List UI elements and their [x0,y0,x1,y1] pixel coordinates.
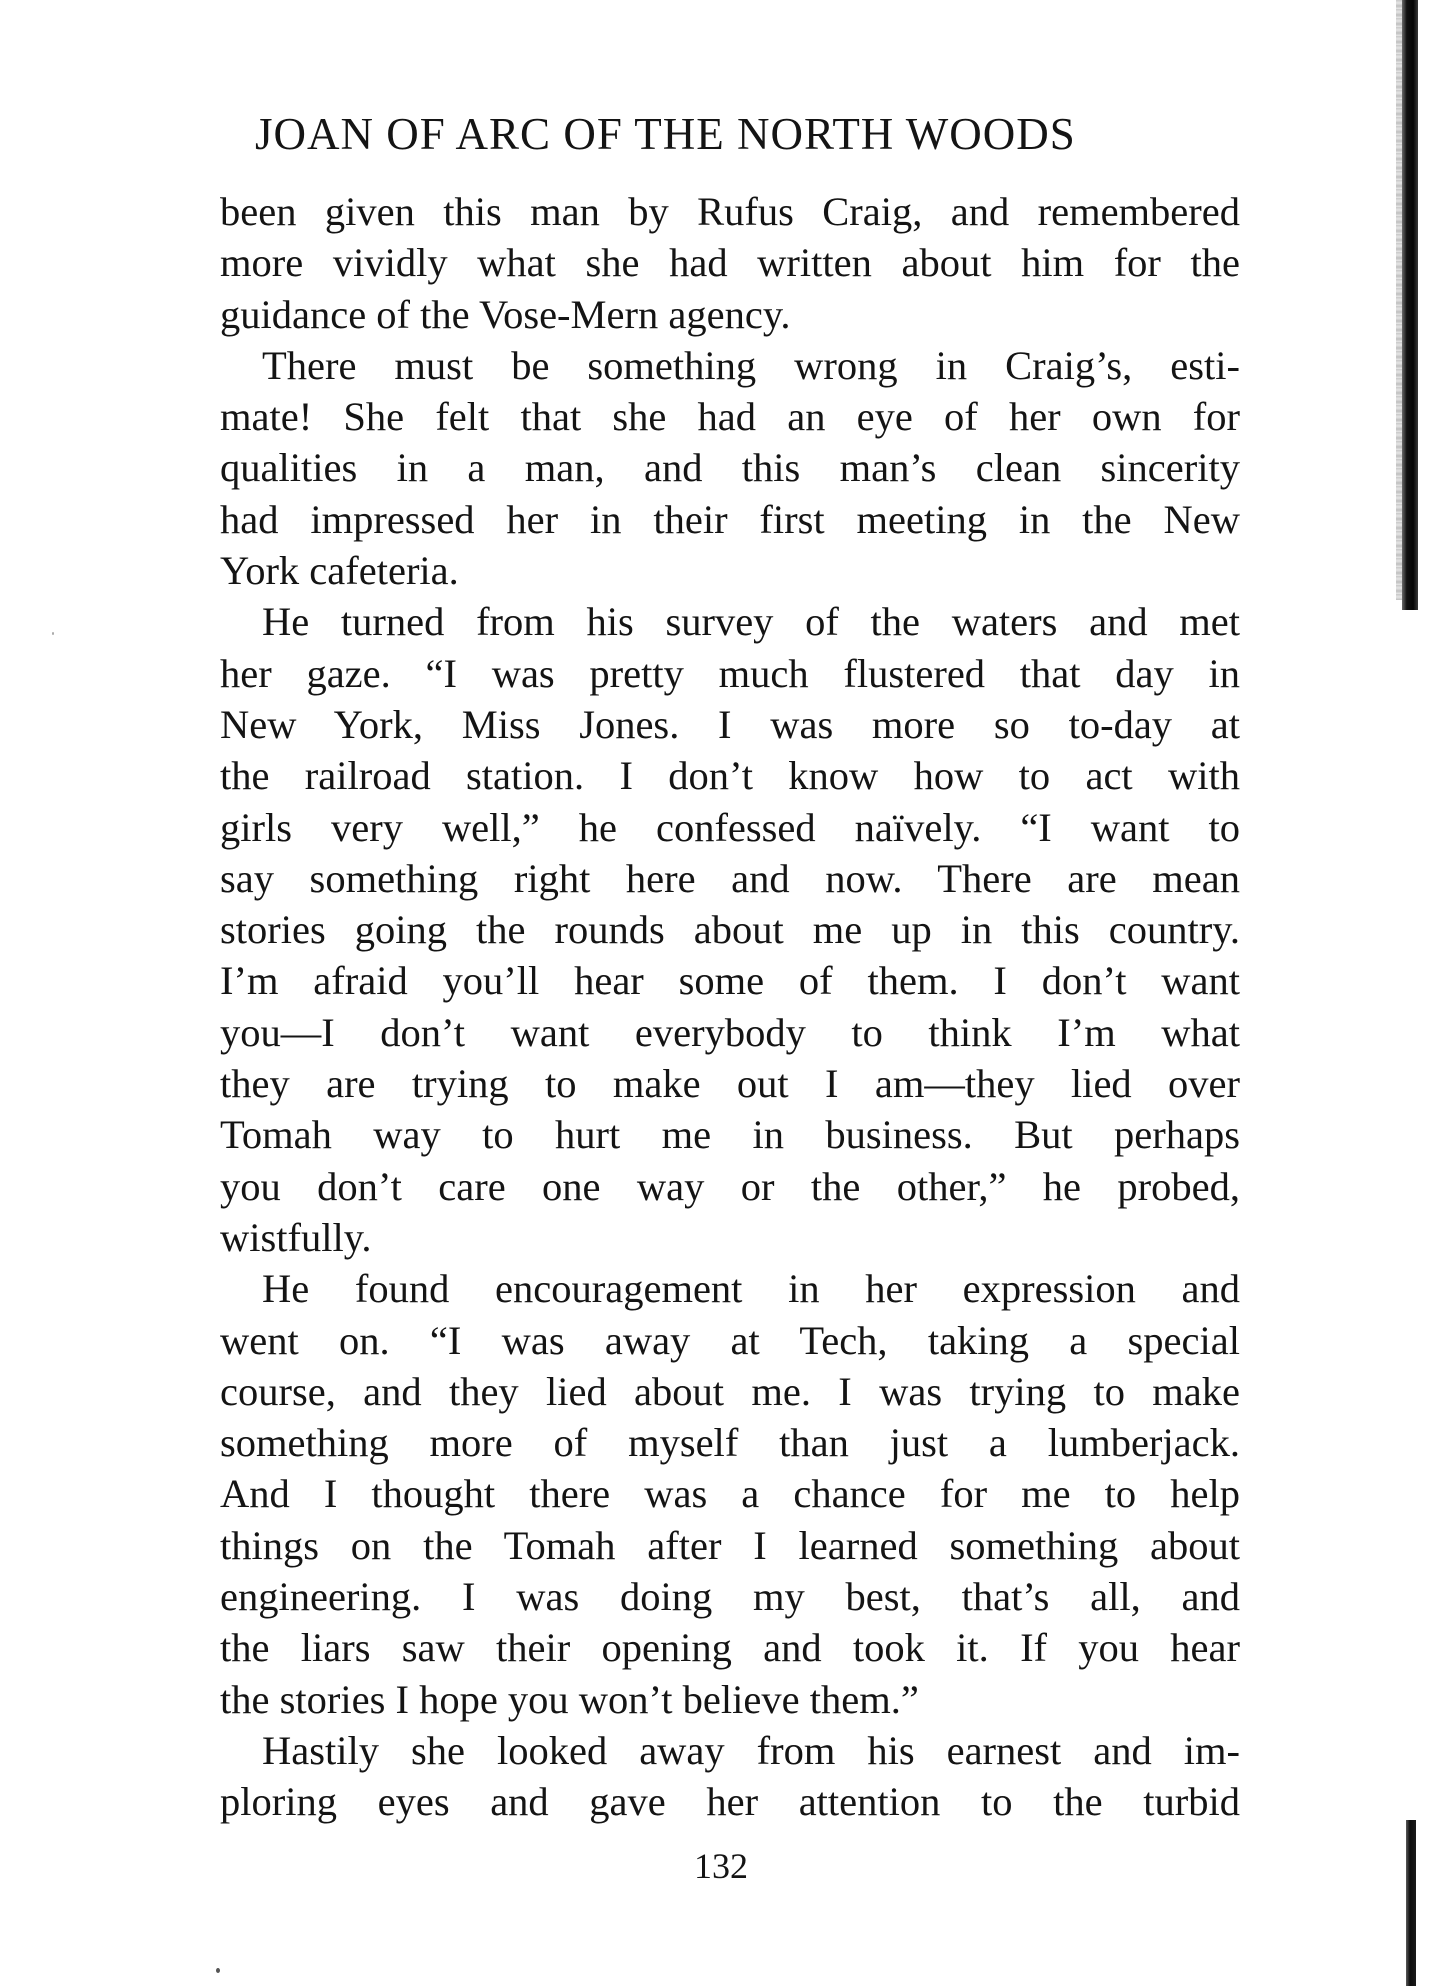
text-line: things on the Tomah after I learned something about [220,1522,1240,1568]
scan-edge-dark-bottom [1406,1820,1416,1986]
text-line: Hastily she looked away from his earnest and im- [262,1727,1240,1773]
text-line: York cafeteria. [220,548,459,594]
text-line: had impressed her in their first meeting in the New [220,496,1240,542]
text-line: engineering. I was doing my best, that’s all, and [220,1574,1240,1620]
scan-speck [52,632,54,635]
text-line: He turned from his survey of the waters and met [262,599,1240,645]
text-line: they are trying to make out I am—they lied over [220,1061,1240,1107]
text-line: the railroad station. I don’t know how to act with [220,753,1240,799]
text-line: ploring eyes and gave her attention to the turbid [220,1779,1240,1825]
text-line: There must be something wrong in Craig’s, esti- [262,342,1240,388]
text-line: you—I don’t want everybody to think I’m what [220,1009,1240,1055]
body-text [220,186,1240,1828]
text-line: something more of myself than just a lumberjack. [220,1420,1240,1466]
text-line: her gaze. “I was pretty much flustered that day in [220,650,1240,696]
text-line: guidance of the Vose-Mern agency. [220,291,791,337]
text-line: New York, Miss Jones. I was more so to-day at [220,701,1240,747]
text-line: been given this man by Rufus Craig, and remembered [220,189,1240,234]
text-line: mate! She felt that she had an eye of her own for [220,394,1240,440]
text-line: the stories I hope you won’t believe them.” [220,1676,919,1722]
text-line: I’m afraid you’ll hear some of them. I don’t want [220,958,1240,1004]
text-line: qualities in a man, and this man’s clean sincerity [220,445,1240,491]
text-line: more vividly what she had written about him for the [220,240,1240,286]
page-number: 132 [694,1846,748,1886]
text-line: He found encouragement in her expression and [262,1266,1240,1312]
scan-edge-dark-top [1402,0,1418,610]
scan-speck [216,1968,220,1973]
text-line: the liars saw their opening and took it. If you hear [220,1625,1240,1671]
text-line: wistfully. [220,1214,372,1260]
text-line: Tomah way to hurt me in business. But perhaps [220,1112,1240,1158]
running-head: JOAN OF ARC OF THE NORTH WOODS [255,109,1076,159]
text-line: you don’t care one way or the other,” he probed, [220,1163,1240,1209]
text-line: And I thought there was a chance for me to help [220,1471,1240,1517]
text-line: say something right here and now. There are mean [220,855,1240,901]
text-line: went on. “I was away at Tech, taking a special [220,1317,1240,1363]
text-line: girls very well,” he confessed naïvely. “I want to [220,804,1240,850]
text-line: course, and they lied about me. I was trying to make [220,1368,1240,1414]
text-line: stories going the rounds about me up in this country. [220,907,1240,953]
